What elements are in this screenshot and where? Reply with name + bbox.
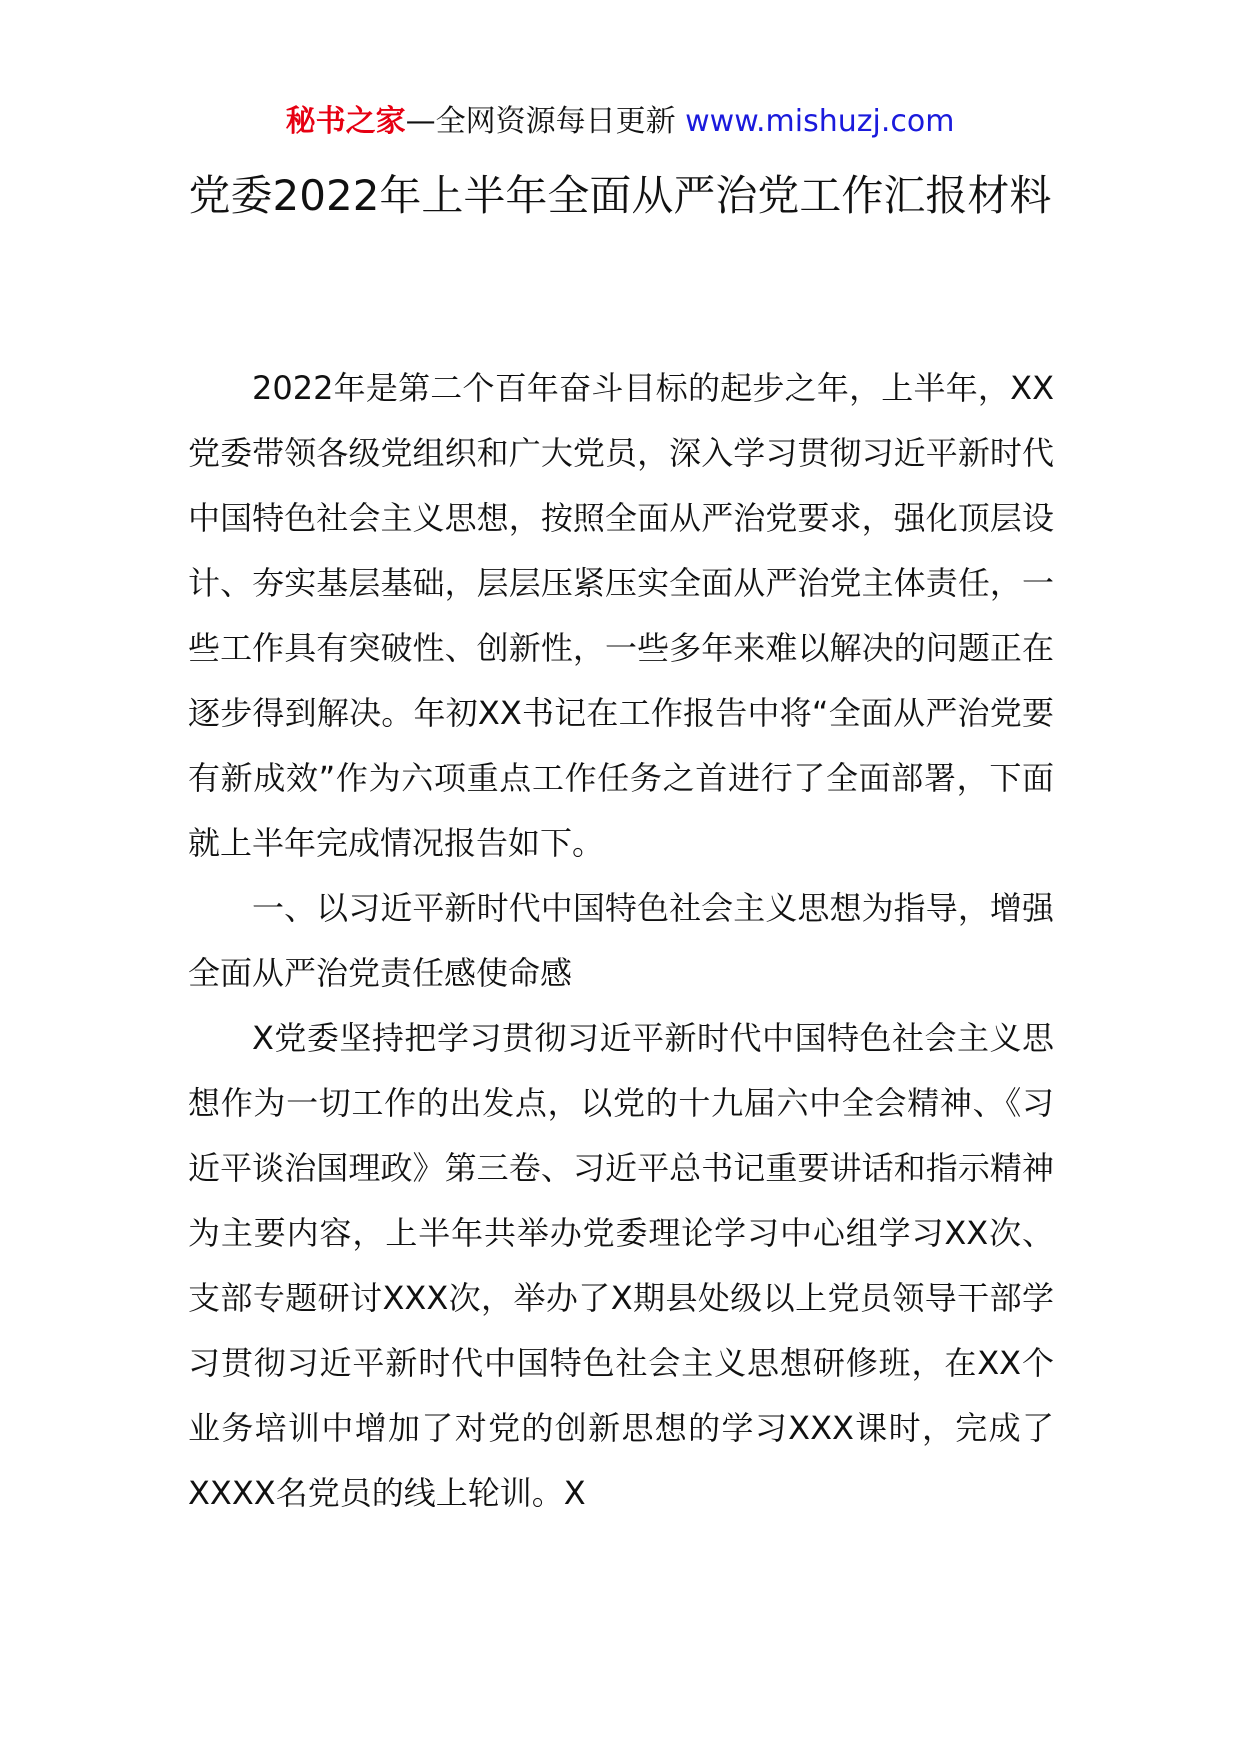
brand-name: 秘书之家 — [285, 104, 406, 139]
document-title: 党委2022年上半年全面从严治党工作汇报材料 — [188, 171, 1052, 220]
site-url-link[interactable]: www.mishuzj.com — [685, 104, 955, 139]
paragraph-intro: 2022年是第二个百年奋斗目标的起步之年，上半年，XX党委带领各级党组织和广大党员，深入学习贯彻习近平新时代中国特色社会主义思想，按照全面从严治党要求，强化顶层设计、夯实基层基础，层层压紧压实全面从严治党主体责任，一些工作具有突破性、创新性，一些多年来难以解决的问题正在逐步得到解决。年初XX书记在工作报告中将“全面从严治党要有新成效”作为六项重点工作任务之首进行了全面部署，下面就上半年完成情况报告如下。 — [188, 369, 1054, 862]
header-slogan: —全网资源每日更新 — [405, 104, 676, 139]
site-header — [0, 100, 1240, 144]
paragraph-section-1: X党委坚持把学习贯彻习近平新时代中国特色社会主义思想作为一切工作的出发点，以党的十九届六中全会精神、《习近平谈治国理政》第三卷、习近平总书记重要讲话和指示精神为主要内容，上半年共举办党委理论学习中心组学习XX次、支部专题研讨XXX次，举办了X期县处级以上党员领导干部学习贯彻习近平新时代中国特色社会主义思想研修班，在XX个业务培训中增加了对党的创新思想的学习XXX课时，完成了XXXX名党员的线上轮训。X — [188, 1019, 1054, 1512]
section-heading-1: 一、以习近平新时代中国特色社会主义思想为指导，增强全面从严治党责任感使命感 — [188, 889, 1054, 992]
document-body — [188, 356, 1054, 1526]
